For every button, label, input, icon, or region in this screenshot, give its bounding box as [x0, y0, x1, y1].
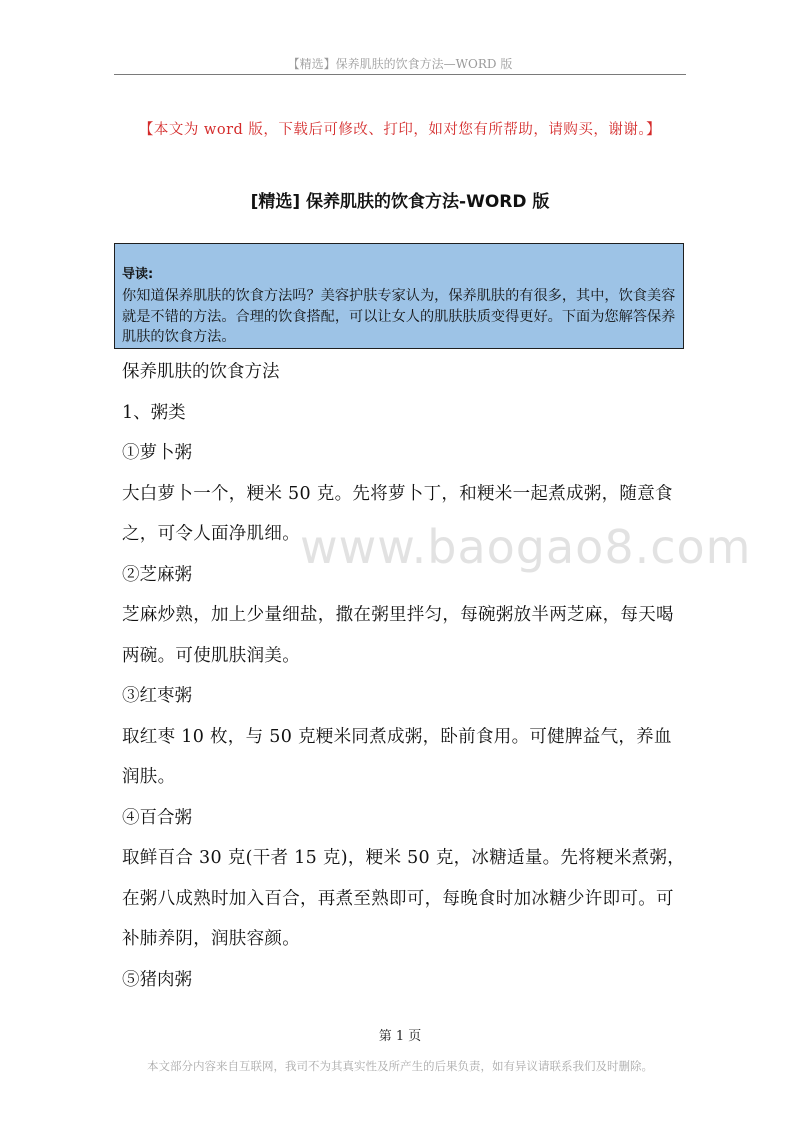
recipe-heading-jujube: ③红枣粥 — [122, 686, 192, 706]
document-body — [122, 352, 688, 1000]
recipe-heading-pork: ⑤猪肉粥 — [122, 969, 192, 990]
recipe-text-radish: 大白萝卜一个，粳米 50 克。先将萝卜丁，和粳米一起煮成粥，随意食之，可令人面净肌细。 — [122, 483, 673, 544]
intro-box — [114, 243, 684, 349]
subsection-heading-porridge: 1、粥类 — [122, 402, 186, 423]
purchase-notice: 【本文为 word 版，下载后可修改、打印，如对您有所帮助，请购买，谢谢。】 — [138, 122, 662, 138]
intro-label: 导读: — [122, 267, 154, 282]
intro-text: 你知道保养肌肤的饮食方法吗？美容护肤专家认为，保养肌肤的有很多，其中，饮食美容就是不错的方法。合理的饮食搭配，可以让女人的肌肤肤质变得更好。下面为您解答保养肌肤的饮食方法。 — [122, 288, 676, 345]
section-heading: 保养肌肤的饮食方法 — [122, 362, 280, 382]
recipe-text-sesame: 芝麻炒熟，加上少量细盐，撒在粥里拌匀，每碗粥放半两芝麻，每天喝两碗。可使肌肤润美。 — [122, 605, 674, 666]
recipe-heading-radish: ①萝卜粥 — [122, 443, 192, 463]
recipe-text-jujube: 取红枣 10 枚，与 50 克粳米同煮成粥，卧前食用。可健脾益气，养血润肤。 — [122, 726, 672, 787]
recipe-heading-lily: ④百合粥 — [122, 807, 192, 828]
page-number: 第 1 页 — [378, 1029, 422, 1044]
recipe-heading-sesame: ②芝麻粥 — [122, 564, 192, 585]
header-rule — [114, 74, 686, 75]
watermark: www.baogao8.com — [300, 520, 752, 574]
recipe-text-lily: 取鲜百合 30 克(干者 15 克)，粳米 50 克，冰糖适量。先将粳米煮粥，在粥八成熟时加入百合，再煮至熟即可，每晚食时加冰糖少许即可。可补肺养阴，润肤容颜。 — [122, 848, 686, 949]
document-title: [精选] 保养肌肤的饮食方法-WORD 版 — [250, 192, 550, 212]
running-header: 【精选】保养肌肤的饮食方法—WORD 版 — [287, 57, 513, 71]
footer-disclaimer: 本文部分内容来自互联网，我司不为其真实性及所产生的后果负责，如有异议请联系我们及时删除。 — [147, 1059, 653, 1073]
